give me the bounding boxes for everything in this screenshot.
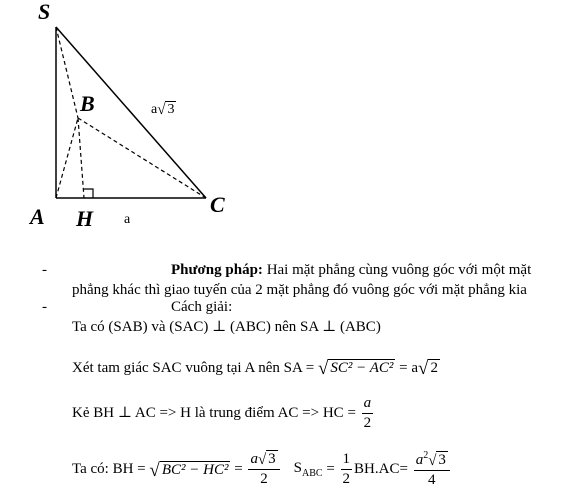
method-text: Hai mặt phẳng cùng vuông góc với một mặt (262, 262, 532, 278)
method-label: Phương pháp: (171, 262, 263, 278)
area-s: S (293, 459, 303, 476)
edge-bc (78, 118, 206, 198)
edge-sc-length-base: a (151, 102, 158, 117)
edge-sc-length: a√ 3 (151, 102, 175, 118)
result-num-a: a (415, 452, 424, 468)
pyramid-figure (0, 0, 587, 240)
point-s-label: S (38, 0, 51, 24)
half-denominator: 2 (342, 470, 351, 487)
solution-line-1: Ta có (SAB) và (SAC) ⊥ (ABC) nên SA ⊥ (ABC) (72, 319, 381, 335)
edge-ab (56, 118, 78, 198)
line4-denominator: 2 (260, 470, 268, 487)
result-num-sup: 2 (423, 450, 429, 461)
line4-num-radicand: 3 (268, 451, 276, 467)
edge-sc (56, 27, 206, 198)
point-b-label: B (80, 91, 95, 116)
solution-line-3 (72, 395, 375, 431)
edge-sc-length-radicand: 3 (167, 102, 175, 117)
line2-equals: = a (395, 360, 419, 376)
method-line-2: phẳng khác thì giao tuyến của 2 mặt phẳng đó vuông góc với mặt phẳng kia (72, 282, 527, 298)
area-subscript: ABC (302, 467, 323, 479)
line2-prefix: Xét tam giác SAC vuông tại A nên SA = (72, 360, 318, 376)
edge-bh (78, 118, 84, 198)
bullet-dash-1: - (42, 262, 47, 278)
line2-radicand-2: 2 (430, 360, 438, 376)
bullet-dash-2: - (42, 299, 47, 315)
point-h-label: H (76, 206, 94, 231)
line3-prefix: Kẻ BH ⊥ AC => H là trung điểm AC => HC = (72, 405, 360, 421)
point-c-label: C (210, 192, 225, 217)
line3-denominator: 2 (363, 414, 372, 431)
edge-ac-length: a (124, 212, 131, 227)
solution-line-2: Xét tam giác SAC vuông tại A nên SA = √ SC² − AC² = a√ 2 (72, 358, 438, 379)
line4-prefix: Ta có: BH = (72, 461, 150, 477)
line3-numerator: a (362, 395, 374, 414)
area-symbol (293, 459, 323, 479)
line2-radicand: SC² − AC² (330, 360, 394, 376)
line4-equals-2: = (322, 461, 339, 477)
solution-label: Cách giải: (171, 299, 233, 315)
solution-line-4: Ta có: BH = √ BC² − HC² = $\frac{a√ 3}{2}$ $S_{ABC}$ = $\frac{1}{2}$ BH.AC= $\frac{a^2√ 3}{4}$ (72, 450, 452, 488)
point-a-label: A (30, 204, 45, 229)
result-num-radicand: 3 (438, 452, 446, 468)
line4-middle: BH.AC= (354, 461, 412, 477)
line4-equals: = (230, 461, 247, 477)
line4-num-a: a (250, 451, 258, 467)
right-angle-mark (84, 189, 93, 198)
half-numerator: 1 (341, 451, 353, 470)
result-denominator: 4 (428, 471, 436, 488)
method-line-1 (171, 261, 531, 279)
line4-radicand: BC² − HC² (161, 461, 229, 478)
